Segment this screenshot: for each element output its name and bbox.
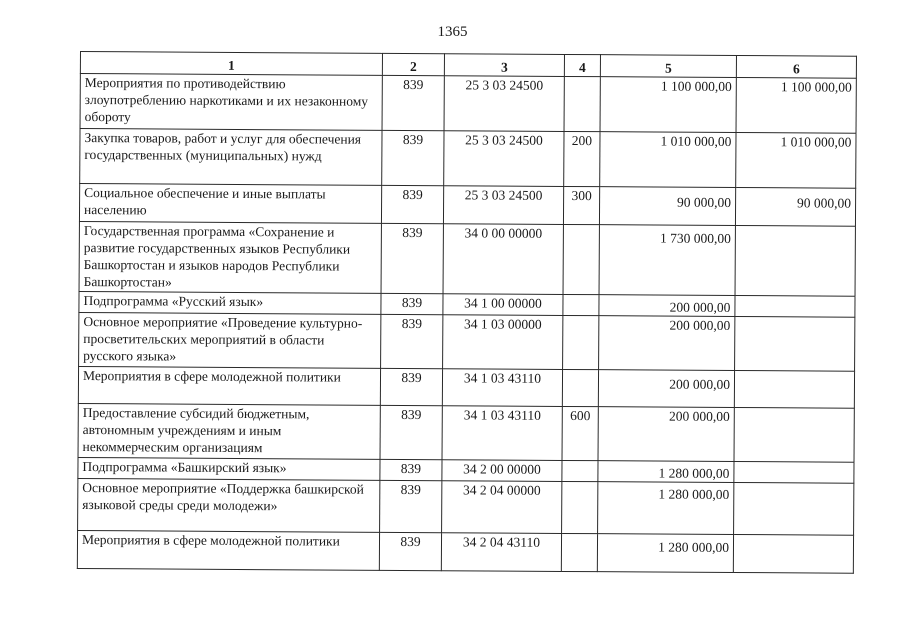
row-name: Социальное обеспечение и иные выплаты населению — [79, 184, 381, 224]
row-csr: 34 1 03 00000 — [443, 315, 563, 370]
row-name: Основное мероприятие «Проведение культурно-просветительских мероприятий в области русского языка» — [79, 312, 381, 368]
row-vr — [563, 224, 599, 294]
row-name: Закупка товаров, работ и услуг для обеспечения государственных (муниципальных) нужд — [80, 129, 382, 186]
row-ved: 839 — [382, 75, 444, 130]
row-ved: 839 — [382, 130, 444, 185]
row-csr: 34 1 03 43110 — [442, 406, 562, 461]
row-vr — [563, 315, 599, 369]
row-csr: 34 2 04 43110 — [441, 533, 561, 572]
table-row — [78, 478, 854, 535]
row-vr — [562, 481, 598, 533]
row-name: Подпрограмма «Русский язык» — [79, 291, 381, 314]
row-sum-6: 1 100 000,00 — [736, 78, 856, 134]
row-name: Основное мероприятие «Поддержка башкирской языковой среды среди молодежи» — [78, 478, 380, 532]
row-name: Мероприятия в сфере молодежной политики — [77, 530, 379, 570]
row-vr: 200 — [564, 131, 600, 186]
row-sum-5: 200 000,00 — [598, 407, 734, 462]
row-sum-5: 200 000,00 — [599, 316, 735, 371]
row-sum-6: 90 000,00 — [735, 188, 855, 227]
row-sum-5: 90 000,00 — [599, 187, 735, 226]
row-ved: 839 — [380, 480, 442, 532]
row-sum-6 — [734, 462, 854, 484]
row-vr — [562, 460, 598, 481]
row-csr: 25 3 03 24500 — [444, 76, 564, 132]
row-vr — [562, 369, 598, 406]
row-csr: 25 3 03 24500 — [443, 186, 563, 225]
row-name: Мероприятия по противодействию злоупотреблению наркотиками и их незаконному обороту — [80, 74, 382, 131]
row-sum-5: 200 000,00 — [598, 370, 734, 408]
row-name: Предоставление субсидий бюджетным, автономным учреждениям и иным некоммерческим организациям — [78, 403, 380, 459]
row-name: Государственная программа «Сохранение и развитие государственных языков Республики Башкортостан и языков народов Республики Башкортостан» — [79, 221, 381, 293]
row-name: Подпрограмма «Башкирский язык» — [78, 457, 380, 480]
row-ved: 839 — [380, 459, 442, 480]
row-sum-5: 1 280 000,00 — [597, 534, 733, 573]
row-sum-6 — [735, 226, 855, 297]
row-ved: 839 — [381, 293, 443, 314]
header-col-3: 3 — [444, 54, 564, 77]
row-ved: 839 — [379, 532, 441, 570]
table-row — [79, 312, 855, 371]
row-ved: 839 — [381, 223, 443, 293]
row-sum-5: 1 730 000,00 — [599, 225, 735, 296]
header-col-4: 4 — [564, 54, 600, 76]
row-vr — [563, 294, 599, 315]
row-name: Мероприятия в сфере молодежной политики — [78, 366, 380, 405]
budget-table — [77, 51, 857, 574]
header-col-6: 6 — [736, 56, 856, 79]
row-sum-6 — [734, 408, 854, 463]
row-ved: 839 — [380, 405, 442, 459]
row-csr: 34 2 00 00000 — [442, 460, 562, 482]
row-vr: 600 — [562, 406, 598, 460]
row-sum-6: 1 010 000,00 — [736, 133, 856, 189]
row-sum-6 — [735, 317, 855, 372]
row-sum-5: 1 010 000,00 — [600, 132, 736, 188]
row-csr: 34 1 00 00000 — [443, 294, 563, 316]
row-sum-6 — [734, 371, 854, 409]
header-col-5: 5 — [600, 55, 736, 78]
table-row — [79, 184, 855, 227]
row-ved: 839 — [381, 314, 443, 368]
row-vr — [564, 76, 600, 131]
row-vr — [561, 533, 597, 571]
page-number: 1365 — [437, 24, 468, 40]
row-sum-6 — [734, 483, 854, 536]
row-sum-5: 1 280 000,00 — [598, 482, 734, 535]
row-sum-5: 1 100 000,00 — [600, 77, 736, 133]
row-csr: 34 2 04 00000 — [442, 481, 562, 534]
row-sum-6 — [735, 296, 855, 318]
row-csr: 25 3 03 24500 — [444, 131, 564, 187]
table-row — [77, 530, 853, 573]
table-row — [78, 403, 854, 462]
row-vr: 300 — [563, 186, 599, 224]
row-sum-6 — [733, 535, 853, 574]
row-ved: 839 — [381, 185, 443, 223]
row-sum-5: 1 280 000,00 — [598, 461, 734, 483]
header-col-2: 2 — [382, 53, 444, 75]
row-csr: 34 0 00 00000 — [443, 224, 563, 295]
table-row — [79, 221, 855, 296]
header-col-1: 1 — [80, 52, 382, 76]
table-row — [80, 129, 856, 189]
table-row — [80, 74, 856, 134]
table-row — [78, 366, 854, 408]
row-sum-5: 200 000,00 — [599, 295, 735, 317]
row-ved: 839 — [380, 368, 442, 405]
row-csr: 34 1 03 43110 — [442, 369, 562, 407]
